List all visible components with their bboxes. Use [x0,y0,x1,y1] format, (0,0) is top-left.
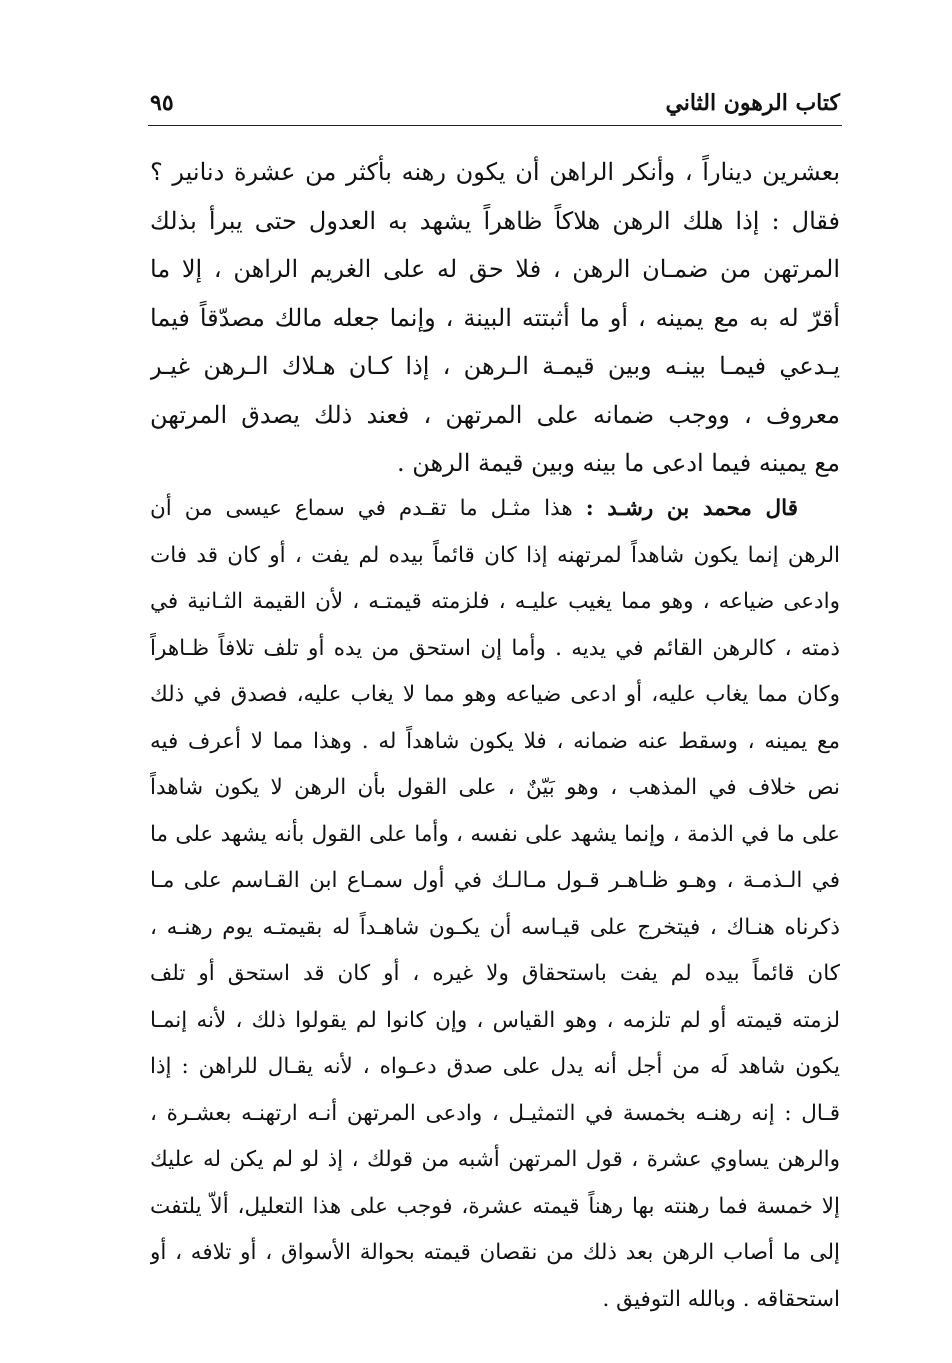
text-line: ذمته ، كالرهن القائم في يديه . وأما إن استحق من يده أو تلف تلافاً ظـاهراً [150,635,840,661]
text-line: إلا خمسة فما رهنته بها رهناً قيمته عشرة، فوجب على هذا التعليل، ألاّ يلتفت [150,1193,840,1219]
text-line: استحقاقه . وبالله التوفيق . [602,1286,840,1312]
page-number: ٩٥ [150,90,174,116]
running-title: كتاب الرهون الثاني [665,90,840,116]
paragraph-1 [150,148,840,488]
text-line: مع يمينه ، وسقط عنه ضمانه ، فلا يكون شاهداً له . وهذا مما لا أعرف فيه [150,728,840,754]
text-line: نص خلاف في المذهب ، وهو بَيّنٌ ، على القول بأن الرهن لا يكون شاهداً [150,775,840,800]
text-line: لزمته قيمته أو لم تلزمه ، وهو القياس ، وإن كانوا لم يقولوا ذلك ، لأنه إنمـا [150,1007,840,1033]
text-line: أقرّ له به مع يمينه ، أو ما أثبتته البينة ، وإنما جعله مالك مصدّقاً فيما [150,303,840,332]
text-line: وادعى ضياعه ، وهو مما يغيب عليـه ، فلزمته قيمتـه ، لأن القيمة الثـانية في [150,589,840,614]
text-line: بعشرين ديناراً ، وأنكر الراهن أن يكون رهنه بأكثر من عشرة دنانير ؟ [150,158,840,186]
text-line: قـال : إنه رهنـه بخمسة في التمثيـل ، وادعى المرتهن أنـه ارتهنـه بعشـرة ، [150,1100,840,1126]
speaker-label: قال محمد بن رشـد : [585,496,798,521]
text-line: يكون شاهد لَه من أجل أنه يدل على صدق دعـواه ، لأنه يقـال للراهن : إذا [150,1054,840,1079]
text-line: والرهن يساوي عشرة ، قول المرتهن أشبه من قولك ، إذ لو لم يكن له عليك [150,1147,840,1172]
text-line: على ما في الذمة ، وإنما يشهد على نفسه ، وأما على القول بأنه يشهد على ما [150,821,840,847]
paragraph-2 [150,486,840,1323]
text-line: مع يمينه فيما ادعى ما بينه وبين قيمة الرهن . [397,449,840,477]
text-line: يـدعي فيمـا بينـه وبين قيمـة الـرهن ، إذا كـان هـلاك الـرهن غيـر [150,352,840,380]
first-line-text: هذا مثـل ما تقـدم في سماع عيسى من أن [150,496,586,521]
text-line: الرهن إنما يكون شاهداً لمرتهنه إذا كان قائماً بيده لم يفت ، أو كان قد فات [150,542,840,568]
text-line: ذكرناه هنـاك ، فيتخرج على قيـاسه أن يكـون شاهـداً له بقيمتـه يوم رهنـه ، [150,914,840,940]
text-line: المرتهن من ضمـان الرهن ، فلا حق له على الغريم الراهن ، إلا ما [150,255,840,283]
text-line: وكان مما يغاب عليه، أو ادعى ضياعه وهو مما لا يغاب عليه، فصدق في ذلك [150,682,840,707]
header-rule [148,125,842,126]
text-line: في الـذمـة ، وهـو ظـاهـر قـول مـالـك في أول سمـاع ابن القـاسم على مـا [150,868,840,893]
text-line: كان قائماً بيده لم يفت باستحقاق ولا غيره ، أو كان قد استحق أو تلف [150,961,840,986]
page-header [150,88,840,122]
text-line: إلى ما أصاب الرهن بعد ذلك من نقصان قيمته بحوالة الأسواق ، أو تلافه ، أو [150,1240,840,1265]
text-line-first [150,486,840,533]
text-line: معروف ، ووجب ضمانه على المرتهن ، فعند ذلك يصدق المرتهن [150,400,840,429]
text-line: فقال : إذا هلك الرهن هلاكاً ظاهراً يشهد به العدول حتى يبرأ بذلك [150,206,840,235]
